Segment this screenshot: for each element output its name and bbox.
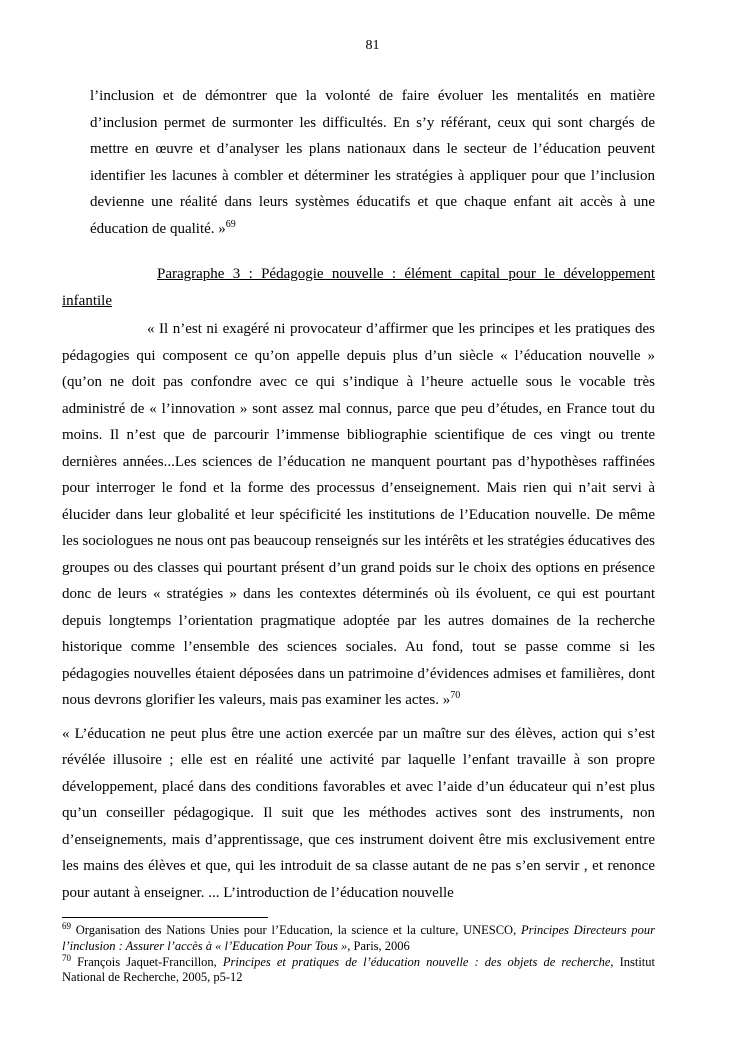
footnote-70-title-italic: Principes et pratiques de l’éducation nouvelle : des objets de recherche [222,954,611,969]
footnote-69 [62,920,655,955]
paragraph-pedagogie-nouvelle [62,316,655,714]
footnote-70-text-end: , Institut National de Recherche, 2005, p5-12 [62,954,655,985]
page-body [62,83,655,906]
footnote-70 [62,952,655,987]
page-number: 81 [365,38,380,53]
footnote-separator-line [62,917,268,918]
section-heading-line1: Paragraphe 3 : Pédagogie nouvelle : élément capital pour le développement [157,266,655,282]
paragraph-education-text: « L’éducation ne peut plus être une action exercée par un maître sur des élèves, action qui s’est révélée illusoire ; elle est en réalité une activité par laquelle l’enfant travaille à son propre développement, placé dans des conditions favorables et avec l’aide d’un éducateur qui n’est plus qu’un conseiller pédagogique. Il suit que les méthodes actives sont des instruments, non d’enseignements, mais d’apprentissage, que ces instrument doivent être mis exclusivement entre les mains des élèves et que, qui les introduit de sa classe autant de ne pas s’en servir , et renonce pour autant à enseigner. ... L’introduction de l’éducation nouvelle [62,725,655,901]
footnote-reference-69: 69 [225,218,236,230]
footnote-69-title-italic: Principes Directeurs pour l’inclusion : Assurer l’accès à « l’Education Pour Tous », [62,923,655,953]
footnote-area [62,917,655,986]
footnote-70-text-start: François Jaquet-Francillon, [71,954,223,969]
footnote-69-text-end: Paris, 2006 [353,938,410,953]
section-heading-paragraphe-3 [62,261,655,314]
paragraph-pedagogie-text: « Il n’est ni exagéré ni provocateur d’affirmer que les principes et les pratiques des pédagogies qui composent ce qu’on appelle depuis plus d’un siècle « l’éducation nouvelle » (qu’on ne doit pas confondre avec ce qui s’indique à l’heure actuelle sous le vocable très administré de « l’innovation » sont assez mal connus, parce que peu d’études, en France tout du moins. Il n’est que de parcourir l’immense bibliographie scientifique de ces vingt ou trente dernières années...Les sciences de l’éducation ne manquent pourtant pas d’hypothèses raffinées pour interroger le fond et la forme des processus d’enseignement. Mais rien qui n’ait servi à élucider dans leur globalité et leur spécificité les institutions de l’Education nouvelle. De même les sociologues ne nous ont pas beaucoup renseignés sur les intérêts et les stratégies éducatives des groupes ou des classes qui pourtant présent d’un grand poids sur le choix des options en présence donc de leurs « stratégies » dans les contextes déterminés où ils évoluent, ce qui est pourtant depuis longtemps l’orientation pragmatique adoptée par les autres domaines de la recherche historique comme l’ensemble des sciences sociales. Au fond, tout se passe comme si les pédagogies nouvelles étaient déposées dans un patrimoine d’évidences admises et familières, dont nous devrons glorifier les valeurs, mais pas examiner les actes. » [62,321,655,708]
footnote-69-text-start: Organisation des Nations Unies pour l’Education, la science et la culture, UNESCO, [71,923,521,937]
footnote-70-number: 70 [62,952,71,963]
paragraph-education-active [62,721,655,907]
footnote-69-number: 69 [62,920,71,931]
section-heading-line2: infantile [62,292,112,309]
quote-paragraph-inclusion [90,83,655,242]
footnote-reference-70: 70 [450,690,461,701]
quote-paragraph-text: l’inclusion et de démontrer que la volonté de faire évoluer les mentalités en matière d’inclusion permet de surmonter les difficultés. En s’y référant, ceux qui sont chargés de mettre en œuvre et d’analyser les plans nationaux dans le secteur de l’éducation peuvent identifier les lacunes à combler et déterminer les stratégies à appliquer pour que l’inclusion devienne une réalité dans leurs systèmes éducatifs et que chaque enfant ait accès à une éducation de qualité. » [90,88,655,237]
